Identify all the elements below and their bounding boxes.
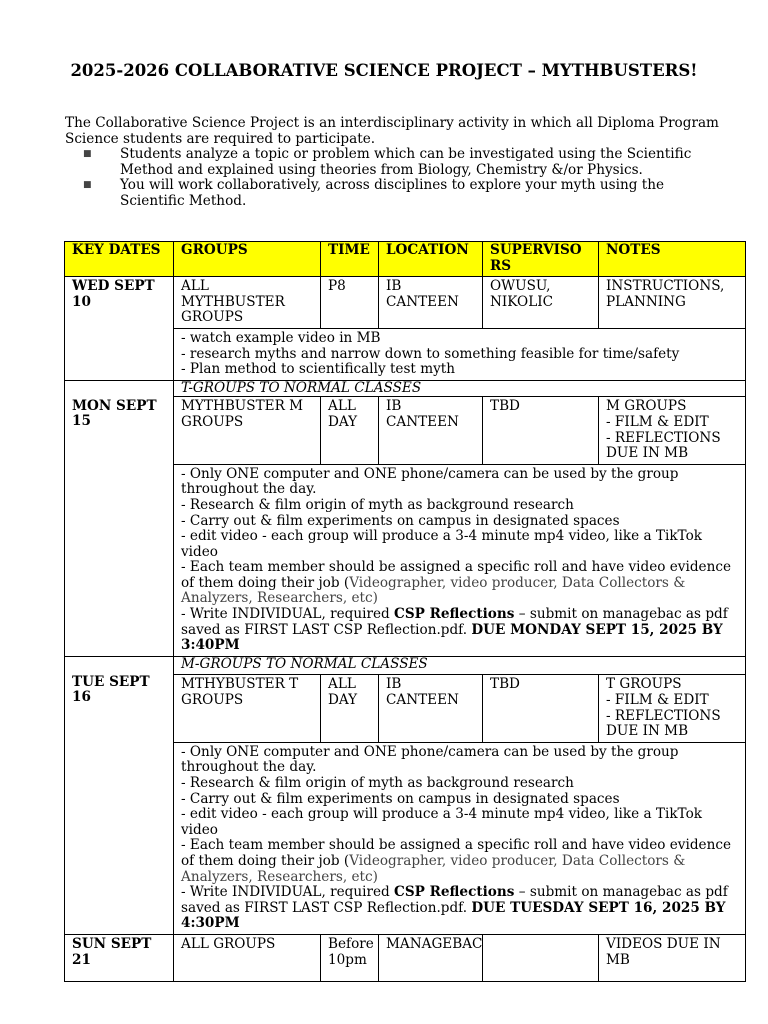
header-notes: NOTES <box>599 242 746 277</box>
table-header-row <box>65 242 746 277</box>
table-row <box>65 277 746 329</box>
supervisors-cell: TBD <box>483 397 599 464</box>
table-row <box>65 380 746 397</box>
header-supervisors: SUPERVISO RS <box>483 242 599 277</box>
table-row <box>65 934 746 981</box>
header-time: TIME <box>321 242 379 277</box>
date-cell: WED SEPT 10 <box>65 277 174 381</box>
bullet-item: ■ Students analyze a topic or problem which can be investigated using the Scientific Method and explained using theories from Biology, Chemistry &/or Physics. <box>83 146 692 178</box>
groups-cell: MYTHBUSTER M GROUPS <box>174 397 321 464</box>
supervisors-cell <box>483 934 599 981</box>
intro-paragraph: The Collaborative Science Project is an interdisciplinary activity in which all Diploma Program Science students are required to participate. <box>65 115 719 147</box>
table-row <box>65 656 746 675</box>
document-title: 2025-2026 COLLABORATIVE SCIENCE PROJECT – MYTHBUSTERS! <box>70 61 698 80</box>
supervisors-cell: TBD <box>483 675 599 742</box>
date-cell: SUN SEPT 21 <box>65 934 174 981</box>
groups-cell: ALL MYTHBUSTER GROUPS <box>174 277 321 329</box>
location-cell: IB CANTEEN <box>379 277 483 329</box>
date-cell: TUE SEPT 16 <box>65 656 174 934</box>
notes-cell: M GROUPS - FILM & EDIT - REFLECTIONS DUE IN MB <box>599 397 746 464</box>
bullet-item: ■ You will work collaboratively, across disciplines to explore your myth using the Scientific Method. <box>83 177 665 209</box>
supervisors-cell: OWUSU, NIKOLIC <box>483 277 599 329</box>
header-groups: GROUPS <box>174 242 321 277</box>
date-cell: MON SEPT 15 <box>65 380 174 656</box>
due-date-text: DUE TUESDAY SEPT 16, 2025 BY 4:30PM <box>181 899 726 932</box>
intro-bullet-list <box>65 147 735 209</box>
time-cell: P8 <box>321 277 379 329</box>
location-cell: IB CANTEEN <box>379 397 483 464</box>
time-cell: Before 10pm <box>321 934 379 981</box>
header-location: LOCATION <box>379 242 483 277</box>
notes-cell: INSTRUCTIONS, PLANNING <box>599 277 746 329</box>
location-cell: MANAGEBAC <box>379 934 483 981</box>
time-cell: ALL DAY <box>321 675 379 742</box>
details-cell: - watch example video in MB - research myths and narrow down to something feasible for time/safety - Plan method to scientifically test myth <box>174 328 746 380</box>
square-bullet-icon: ■ <box>83 180 92 191</box>
schedule-table <box>64 241 746 982</box>
details-cell: - Only ONE computer and ONE phone/camera can be used by the group throughout the day. - Research & film origin of myth as background research - Carry out & film experiments on campus in designated spaces - edit video - each group will produce a 3-4 minute mp4 video, like a TikTok video - Each team member should be assigned a specific roll and have video evidence of them doing their job (Videographer, video producer, Data Collectors & Analyzers, Researchers, etc) - Write INDIVIDUAL, required CSP Reflections – submit on managebac as pdf saved as FIRST LAST CSP Reflection.pdf. DUE MONDAY SEPT 15, 2025 BY 3:40PM <box>174 464 746 656</box>
banner-cell: M-GROUPS TO NORMAL CLASSES <box>174 656 746 675</box>
details-cell: - Only ONE computer and ONE phone/camera can be used by the group throughout the day. - Research & film origin of myth as background research - Carry out & film experiments on campus in designated spaces - edit video - each group will produce a 3-4 minute mp4 video, like a TikTok video - Each team member should be assigned a specific roll and have video evidence of them doing their job (Videographer, video producer, Data Collectors & Analyzers, Researchers, etc) - Write INDIVIDUAL, required CSP Reflections – submit on managebac as pdf saved as FIRST LAST CSP Reflection.pdf. DUE TUESDAY SEPT 16, 2025 BY 4:30PM <box>174 742 746 934</box>
groups-cell: MTHYBUSTER T GROUPS <box>174 675 321 742</box>
notes-cell: T GROUPS - FILM & EDIT - REFLECTIONS DUE IN MB <box>599 675 746 742</box>
square-bullet-icon: ■ <box>83 149 92 159</box>
time-cell: ALL DAY <box>321 397 379 464</box>
banner-cell: T-GROUPS TO NORMAL CLASSES <box>174 380 746 397</box>
notes-cell: VIDEOS DUE IN MB <box>599 934 746 981</box>
due-date-text: DUE MONDAY SEPT 15, 2025 BY 3:40PM <box>181 621 723 654</box>
location-cell: IB CANTEEN <box>379 675 483 742</box>
header-key-dates: KEY DATES <box>65 242 174 277</box>
groups-cell: ALL GROUPS <box>174 934 321 981</box>
